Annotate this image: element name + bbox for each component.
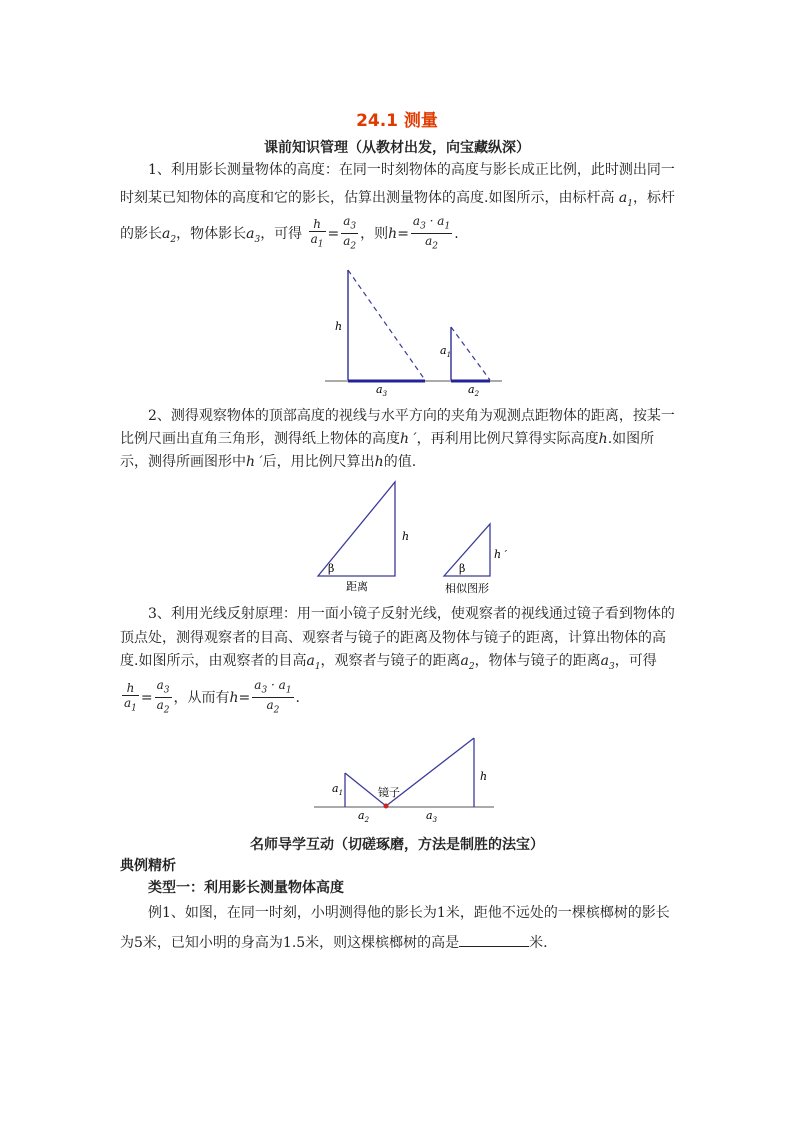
answer-blank[interactable]: [459, 932, 529, 947]
var-a3: $a_3$: [246, 225, 261, 245]
fraction-h-over-a1: $\frac{h}{a_1}$: [310, 216, 324, 250]
label-h: h: [402, 530, 410, 543]
p2-text-f: 的值.: [383, 454, 417, 470]
ex1-text-a: 为5米，已知小明的身高为1.5米，则这棵槟榔树的高是: [120, 935, 460, 951]
p3-line1: 3、利用光线反射原理：用一面小镜子反射光线，使观察者的视线通过镜子看到物体的: [148, 606, 675, 622]
p2-line1: 2、测得观察物体的顶部高度的视线与水平方向的夹角为观测点距物体的距离，按某一: [148, 408, 675, 424]
ex1-text-b: 米.: [529, 935, 548, 951]
equals-sign: =: [140, 689, 153, 706]
p2-text-b: ，再利用比例尺算得实际高度: [416, 431, 599, 447]
sun-ray-dashed-small: [451, 327, 490, 380]
p3-line4: [120, 678, 680, 718]
var-a2: $a_2$: [460, 653, 475, 672]
label-a3: $a_3$: [376, 383, 388, 397]
label-similar-figure: 相似图形: [445, 582, 489, 595]
p3-line3: [120, 651, 680, 677]
p3-text-c: ，物体与镜子的距离: [474, 653, 601, 669]
label-a1: $a_1$: [332, 782, 344, 797]
var-a2: $a_2$: [162, 225, 177, 245]
var-h: h: [598, 431, 608, 447]
var-h-prime: h ′: [400, 431, 417, 447]
equals-sign: =: [397, 225, 409, 242]
p3-text-f: .: [295, 689, 300, 706]
equals-sign: =: [327, 225, 340, 242]
p3-text-d: ，可得: [614, 653, 657, 669]
var-h: h: [388, 225, 398, 242]
label-h: h: [335, 320, 343, 333]
p1-line2: [120, 188, 680, 214]
p2-line3: [120, 452, 680, 472]
p1-text-a: 的影长: [120, 225, 162, 242]
var-h: h: [374, 454, 384, 470]
fraction-result: $\frac{a_3 \cdot a_1}{a_2}$: [412, 214, 451, 252]
p1-line3: [120, 214, 680, 255]
label-h-prime: h ′: [494, 548, 508, 561]
p2-text-d: 示，测得所画图形中: [120, 454, 246, 470]
label-a2: $a_2$: [468, 383, 480, 397]
p2-text-c: .如图所: [607, 431, 655, 447]
p2-text-a: 比例尺画出直角三角形，测得纸上物体的高度: [120, 431, 400, 447]
p3-text-a: 度.如图所示，由观察者的目高: [120, 653, 307, 669]
p1-line1: 1、利用影长测量物体的高度：在同一时刻物体的高度与影长成正比例，此时测出同一: [148, 162, 675, 178]
sun-ray-dashed: [348, 270, 425, 380]
label-a2: $a_2$: [358, 809, 370, 823]
figure-mirror-reflection: [312, 735, 497, 823]
page-title: 24.1 测量: [356, 111, 438, 131]
triangle-small: [444, 524, 490, 576]
p3-line2: 顶点处，测得观察者的目高、观察者与镜子的距离及物体与镜子的距离，计算出物体的高: [120, 630, 666, 646]
beta-small: β: [459, 562, 466, 575]
type1-heading: 类型一：利用影长测量物体高度: [148, 880, 344, 896]
section-heading-guide: 名师导学互动（切磋琢磨，方法是制胜的法宝）: [250, 837, 544, 853]
p3-text-e: ，从而有: [173, 689, 230, 706]
ex1-line1: 例1、如图，在同一时刻，小明测得他的影长为1米，距他不远处的一棵槟榔树的影长: [148, 905, 670, 921]
var-a1: $a_1$: [306, 653, 321, 672]
figure-shadow-measure: [325, 262, 505, 397]
fraction-h-over-a1: $\frac{h}{a_1}$: [124, 680, 137, 714]
label-a3: $a_3$: [426, 809, 438, 823]
fraction-a3-over-a2: $\frac{a_3}{a_2}$: [156, 678, 170, 716]
p2-line2: [120, 429, 680, 449]
p1-text-e: .: [454, 225, 459, 242]
mirror-point: [384, 804, 389, 809]
label-h: h: [480, 770, 488, 783]
p2-text-e: 后，用比例尺算出: [262, 454, 375, 470]
p1-text-c: ，可得: [260, 225, 303, 242]
figure-similar-triangles: [310, 478, 520, 598]
label-a1: $a_1$: [440, 344, 452, 359]
var-h-prime: h ′: [246, 454, 263, 470]
var-h: h: [229, 689, 239, 706]
fraction-result: $\frac{a_3 \cdot a_1}{a_2}$: [254, 678, 292, 716]
fraction-a3-over-a2: $\frac{a_3}{a_2}$: [343, 214, 357, 252]
var-a3: $a_3$: [600, 653, 615, 672]
p1-text-b: ，物体影长: [176, 225, 247, 242]
equals-sign: =: [238, 689, 251, 706]
label-distance: 距离: [346, 580, 368, 593]
typical-examples-heading: 典例精析: [120, 858, 176, 874]
p1-text-d: ，则: [360, 225, 389, 242]
beta-large: β: [328, 562, 335, 575]
section-heading-preview: 课前知识管理（从教材出发，向宝藏纵深）: [264, 140, 530, 156]
var-a1: $a_1$: [618, 190, 633, 209]
p1-line2-end: ，标杆: [633, 190, 675, 206]
p3-text-b: ，观察者与镜子的距离: [320, 653, 461, 669]
label-mirror: 镜子: [378, 786, 400, 799]
p1-line2-text: 时刻某已知物体的高度和它的影长，估算出测量物体的高度.如图所示，由标杆高: [120, 190, 615, 206]
ex1-line2: [120, 932, 680, 953]
